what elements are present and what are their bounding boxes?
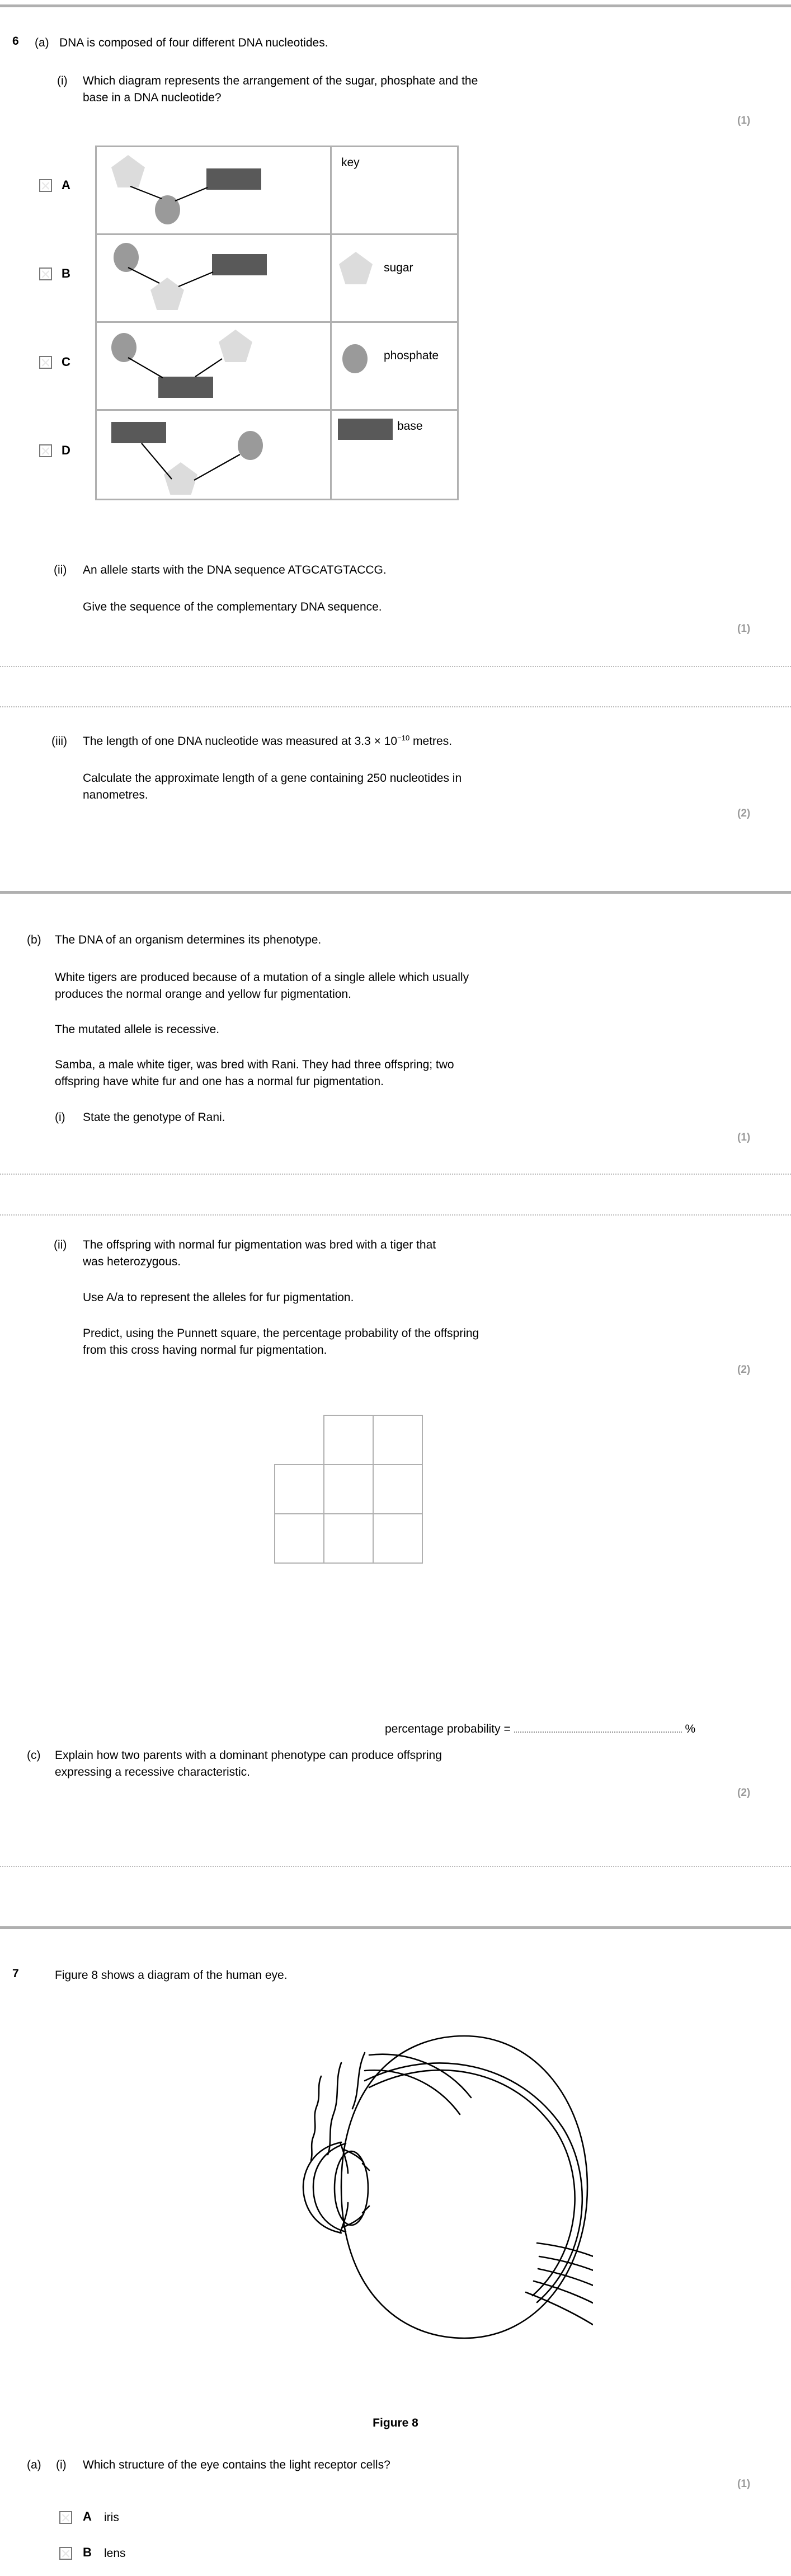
option-row-c [97,323,457,411]
option-c-letter: C [62,355,70,369]
q6b-para4-line1: Samba, a male white tiger, was bred with Rani. They had three offspring; two [55,1058,454,1071]
q6aiii-times: × [374,735,381,748]
q6bii-line2: was heterozygous. [83,1255,181,1268]
option-a-bonds [97,147,332,233]
percentage-probability-answer-row [385,1721,695,1738]
option-diagram-box [95,146,459,500]
key-phosphate-label: phosphate [384,349,439,362]
q7-option-a-letter: A [83,2509,92,2523]
section-rule-q7 [0,1926,791,1929]
q6aiii-base: 10 [380,735,398,748]
q6aiii-line1-pre: The length of one DNA nucleotide was measured at 3.3 [83,735,374,748]
option-d-tickbox[interactable] [39,444,52,457]
option-c-diagram [97,323,332,409]
key-phosphate-ellipse-icon [342,344,368,373]
q6bii-label: (ii) [54,1238,67,1251]
q6aiii-line2: Calculate the approximate length of a gene containing 250 nucleotides in [83,772,462,785]
q6bii-marks: (2) [737,1364,751,1376]
q6c-marks: (2) [737,1787,751,1799]
q6aiii-exponent: −10 [397,734,410,742]
option-a-diagram [97,147,332,233]
section-rule-b [0,891,791,894]
q7-part-a-label: (a) [27,2458,41,2471]
q6-part-a-stem: DNA is composed of four different DNA nucleotides. [59,36,328,49]
option-row-b [97,235,457,323]
q6c-line2: expressing a recessive characteristic. [55,1766,250,1779]
answer-rule-3 [0,1174,791,1175]
percentage-probability-label: percentage probability = [385,1723,511,1735]
q6b-para4-line2: offspring have white fur and one has a normal fur pigmentation. [55,1075,384,1088]
option-b-bonds [97,235,332,321]
q6-part-a-label: (a) [35,36,49,49]
q6bi-marks: (1) [737,1132,751,1143]
answer-rule-2 [0,706,791,707]
q6bii-line1: The offspring with normal fur pigmentation was bred with a tiger that [83,1238,436,1251]
q6aiii-line3: nanometres. [83,789,148,801]
q6b-para2-line1: White tigers are produced because of a mutation of a single allele which usually [55,971,469,984]
q6aiii-line1 [83,733,726,750]
q6bii-line5: from this cross having normal fur pigmentation. [83,1344,327,1357]
key-title: key [341,156,360,169]
punnett-cell-r3c3[interactable] [373,1513,423,1564]
q6c-line1: Explain how two parents with a dominant phenotype can produce offspring [55,1749,442,1762]
q7-stem: Figure 8 shows a diagram of the human eye. [55,1969,288,1982]
key-sugar-label: sugar [384,261,413,274]
option-row-a [97,147,457,235]
option-b-letter: B [62,266,70,280]
answer-rule-1 [0,666,791,667]
q7ai-label: (i) [56,2458,67,2471]
q6bii-line3: Use A/a to represent the alleles for fur pigmentation. [83,1291,354,1304]
option-b-tickbox[interactable] [39,268,52,280]
q6ai-line1: Which diagram represents the arrangement of the sugar, phosphate and the [83,74,478,87]
q7-option-a-tickbox[interactable] [59,2511,72,2524]
punnett-cell-r3c2[interactable] [323,1513,374,1564]
punnett-cell-r2c2[interactable] [323,1464,374,1514]
q6aii-line2: Give the sequence of the complementary DNA sequence. [83,600,382,613]
punnett-cell-r1c3[interactable] [373,1415,423,1465]
q7-option-a-text: iris [104,2511,119,2524]
q6aii-label: (ii) [54,564,67,576]
percentage-probability-input[interactable] [514,1725,682,1733]
q6bi-label: (i) [55,1111,65,1124]
option-row-d [97,411,457,499]
q6aii-line1: An allele starts with the DNA sequence ATGCATGTACCG. [83,564,387,576]
q6aiii-label: (iii) [51,735,67,748]
option-c-tickbox[interactable] [39,356,52,369]
figure-8-caption: Figure 8 [373,2417,418,2429]
q6aii-marks: (1) [737,623,751,635]
q6-part-b-label: (b) [27,933,41,946]
punnett-cell-r2c3[interactable] [373,1464,423,1514]
option-c-bonds [97,323,332,409]
answer-rule-4 [0,1214,791,1216]
q6b-para2-line2: produces the normal orange and yellow fur pigmentation. [55,988,351,1001]
punnett-cell-r3c1[interactable] [274,1513,324,1564]
q6b-para3: The mutated allele is recessive. [55,1023,220,1036]
punnett-square[interactable] [262,1415,497,1571]
q7-option-b-tickbox[interactable] [59,2547,72,2560]
option-d-bonds [97,411,332,497]
answer-rule-5 [0,1866,791,1867]
option-d-letter: D [62,443,70,457]
page-top-rule [0,4,791,7]
option-d-diagram [97,411,332,499]
key-item-sugar [333,235,459,321]
q7ai-question: Which structure of the eye contains the light receptor cells? [83,2458,390,2471]
human-eye-figure [201,2002,593,2372]
q7ai-marks: (1) [737,2478,751,2490]
q6aiii-line1-post: metres. [409,735,453,748]
option-b-diagram [97,235,332,321]
question-6-number: 6 [12,35,19,48]
q6bii-line4: Predict, using the Punnett square, the percentage probability of the offspring [83,1327,479,1340]
q6ai-line2: base in a DNA nucleotide? [83,91,222,104]
q6b-stem: The DNA of an organism determines its phenotype. [55,933,322,946]
key-item-phosphate [333,323,459,409]
q7-option-b-text: lens [104,2547,126,2560]
key-base-rectangle-icon [338,419,393,440]
option-a-tickbox[interactable] [39,179,52,192]
percentage-unit-label: % [685,1723,696,1735]
q6aiii-marks: (2) [737,808,751,819]
q6ai-label: (i) [57,74,68,87]
eye-diagram-svg [201,2002,593,2372]
option-a-letter: A [62,178,70,192]
key-sugar-pentagon-icon [339,252,373,284]
key-base-label: base [397,420,423,433]
punnett-cell-r1c2[interactable] [323,1415,374,1465]
key-item-base [333,411,459,499]
question-7-number: 7 [12,1967,19,1980]
q6ai-marks: (1) [737,115,751,126]
q6bi-line1: State the genotype of Rani. [83,1111,225,1124]
key-panel-top [333,147,459,233]
q7-option-b-letter: B [83,2545,92,2559]
punnett-cell-r2c1[interactable] [274,1464,324,1514]
q6-part-c-label: (c) [27,1749,41,1762]
